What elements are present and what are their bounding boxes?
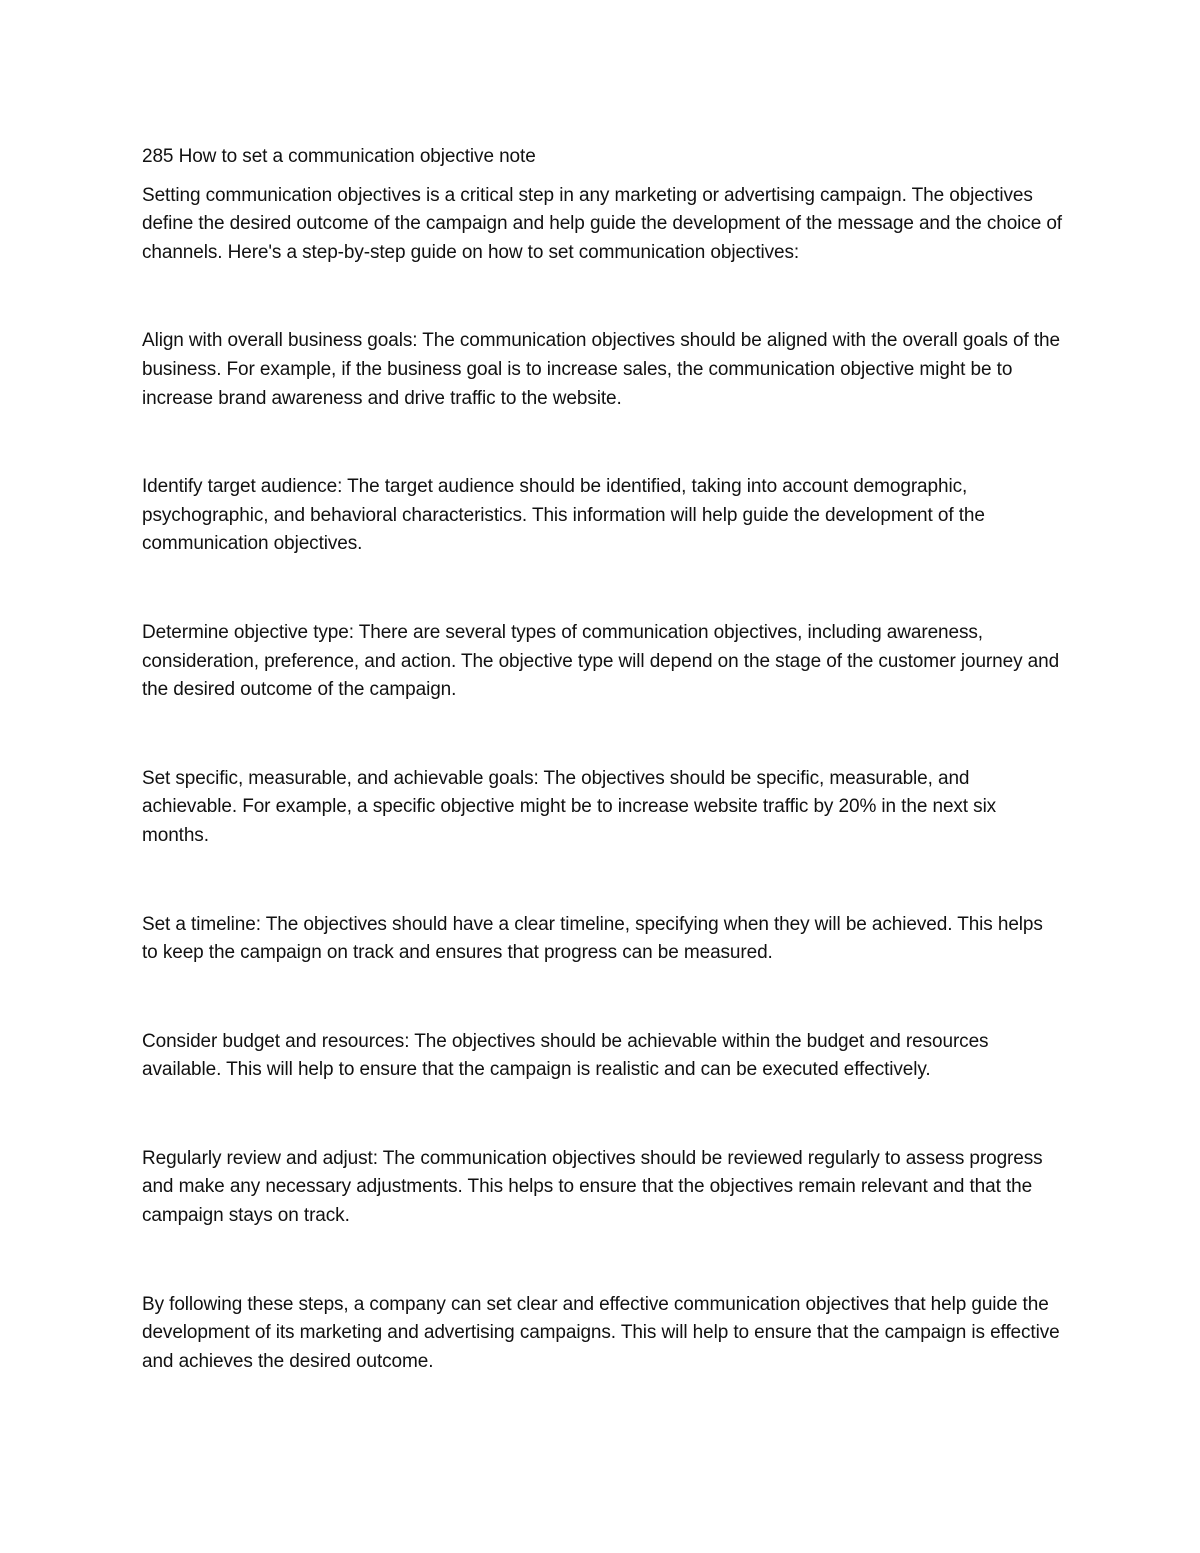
step-paragraph-target-audience: Identify target audience: The target audience should be identified, taking into account demographic, psychographic, and behavioral characteristics. This information will help guide the development of the communication objectives.: [142, 476, 985, 555]
step-paragraph-align-goals: Align with overall business goals: The communication objectives should be aligned with the overall goals of the business. For example, if the business goal is to increase sales, the communication objective might be to increase brand awareness and drive traffic to the website.: [142, 330, 1060, 409]
step-paragraph-smart-goals: Set specific, measurable, and achievable goals: The objectives should be specific, measurable, and achievable. For example, a specific objective might be to increase website traffic by 20% in the next six months.: [142, 767, 997, 846]
conclusion-paragraph: By following these steps, a company can set clear and effective communication objectives that help guide the development of its marketing and advertising campaigns. This will help to ensure that the campaign is effective and achieves the desired outcome.: [142, 1293, 1060, 1372]
step-paragraph-budget: Consider budget and resources: The objectives should be achievable within the budget and resources available. This will help to ensure that the campaign is realistic and can be executed effectively.: [142, 1030, 989, 1081]
step-paragraph-review: Regularly review and adjust: The communication objectives should be reviewed regularly to assess progress and make any necessary adjustments. This helps to ensure that the objectives remain relevant and that the campaign stays on track.: [142, 1147, 1043, 1227]
step-paragraph-objective-type: Determine objective type: There are several types of communication objectives, including awareness, consideration, preference, and action. The objective type will depend on the stage of the customer journey and the desired outcome of the campaign.: [142, 621, 1060, 701]
step-paragraph-timeline: Set a timeline: The objectives should have a clear timeline, specifying when they will be achieved. This helps to keep the campaign on track and ensures that progress can be measured.: [142, 913, 1043, 964]
document-title: 285 How to set a communication objective note: [142, 146, 536, 167]
intro-paragraph: Setting communication objectives is a critical step in any marketing or advertising campaign. The objectives define the desired outcome of the campaign and help guide the development of the message and the choice of channels. Here's a step-by-step guide on how to set communication objectives:: [142, 184, 1062, 263]
document-body: [142, 143, 1062, 1376]
